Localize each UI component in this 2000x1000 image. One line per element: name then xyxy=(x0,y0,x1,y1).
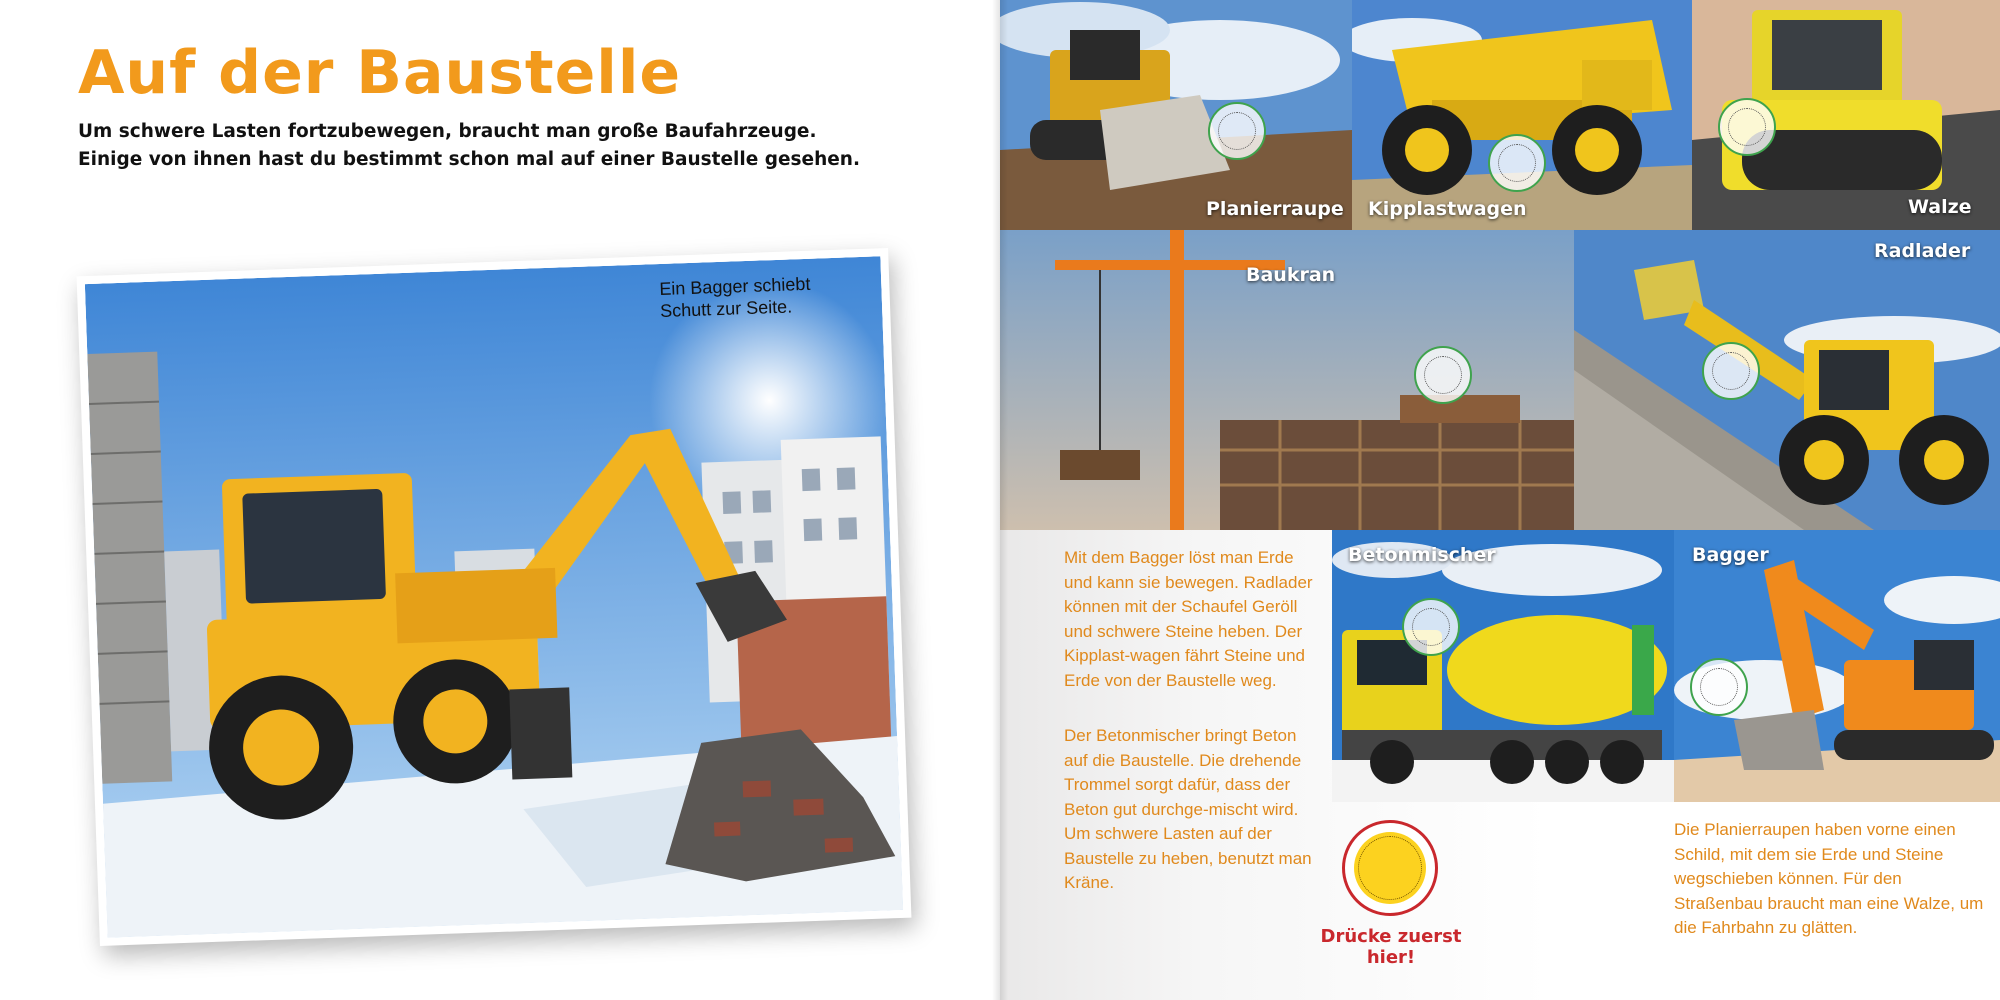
tile-baukran xyxy=(1000,230,1574,530)
bulldozer-illustration xyxy=(1000,0,1352,230)
sound-spot-kipplastwagen[interactable] xyxy=(1488,134,1546,192)
sound-spot-baukran[interactable] xyxy=(1414,346,1472,404)
tile-kipplastwagen xyxy=(1352,0,1692,230)
start-button[interactable] xyxy=(1342,820,1438,916)
tile-radlader xyxy=(1574,230,2000,530)
sound-spot-planierraupe[interactable] xyxy=(1208,102,1266,160)
tile-bagger xyxy=(1674,530,2000,802)
start-button-label: Drücke zuerst hier! xyxy=(1320,926,1462,968)
intro-line-1: Um schwere Lasten fortzubewegen, braucht man große Baufahrzeuge. xyxy=(78,121,817,142)
backhoe-photo-frame xyxy=(77,248,912,946)
sound-spot-bagger[interactable] xyxy=(1690,658,1748,716)
tile-label-planierraupe: Planierraupe xyxy=(1206,198,1344,220)
sound-spot-radlader[interactable] xyxy=(1702,342,1760,400)
right-page xyxy=(1000,0,2000,1000)
tile-label-baukran: Baukran xyxy=(1246,264,1336,286)
sound-spot-walze[interactable] xyxy=(1718,98,1776,156)
tile-label-walze: Walze xyxy=(1908,196,1972,218)
backhoe-photo xyxy=(85,256,903,937)
intro-line-2: Einige von ihnen hast du bestimmt schon mal auf einer Baustelle gesehen. xyxy=(78,149,860,170)
book-spine xyxy=(992,0,1008,1000)
tile-label-radlader: Radlader xyxy=(1874,240,1971,262)
tile-planierraupe xyxy=(1000,0,1352,230)
page-title: Auf der Baustelle xyxy=(78,38,682,108)
text-paragraph-3: Die Planierraupen haben vorne einen Schild, mit dem sie Erde und Steine wegschieben können. Für den Straßenbau braucht man eine Walze, um die Fahrbahn zu glätten. xyxy=(1674,820,1984,937)
tile-label-bagger: Bagger xyxy=(1692,544,1769,566)
tile-label-betonmischer: Betonmischer xyxy=(1348,544,1496,566)
tile-walze xyxy=(1692,0,2000,230)
tile-betonmischer xyxy=(1332,530,1674,802)
intro-text xyxy=(78,118,878,174)
tile-label-kipplastwagen: Kipplastwagen xyxy=(1368,198,1527,220)
wheel-loader-illustration xyxy=(1574,230,2000,530)
dump-truck-illustration xyxy=(1352,0,1692,230)
text-paragraph-1: Mit dem Bagger löst man Erde und kann sie bewegen. Radlader können mit der Schaufel Geröll und schwere Steine heben. Der Kipplast-wagen fährt Steine und Erde von der Baustelle weg. xyxy=(1064,548,1313,690)
photo-caption: Ein Bagger schiebt Schutt zur Seite. xyxy=(659,273,811,322)
start-button-core xyxy=(1354,832,1426,904)
text-paragraph-2: Der Betonmischer bringt Beton auf die Baustelle. Die drehende Trommel sorgt dafür, dass der Beton gut durchge-mischt wird. Um schwere Lasten auf der Baustelle zu heben, benutzt man Kräne. xyxy=(1064,726,1312,892)
backhoe-illustration xyxy=(85,256,903,937)
sound-spot-betonmischer[interactable] xyxy=(1402,598,1460,656)
concrete-mixer-illustration xyxy=(1332,530,1674,802)
